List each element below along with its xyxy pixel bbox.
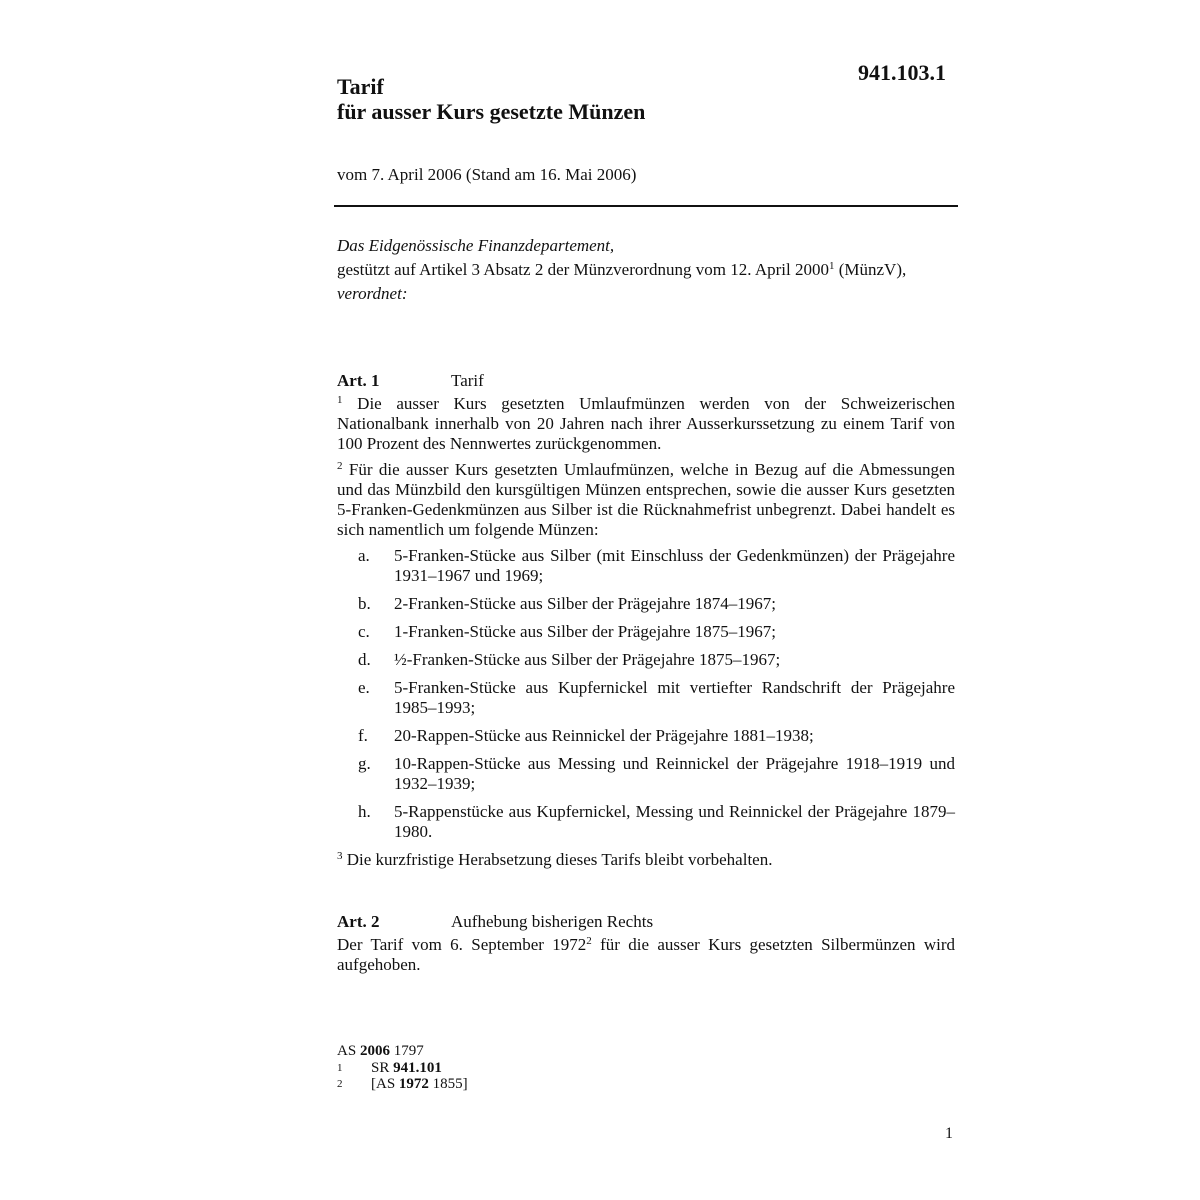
article-2 bbox=[337, 912, 955, 981]
list-item-label: b. bbox=[358, 594, 371, 613]
paragraph-number: 2 bbox=[337, 460, 343, 472]
date-line: vom 7. April 2006 (Stand am 16. Mai 2006) bbox=[337, 165, 637, 184]
footnote-text bbox=[371, 1076, 468, 1092]
paragraph-text: Die kurzfristige Herabsetzung dieses Tarifs bleibt vorbehalten. bbox=[342, 850, 773, 869]
footnote-suffix: 1855] bbox=[428, 1076, 468, 1092]
list-item-text: 5-Franken-Stücke aus Kupfernickel mit vertiefter Randschrift der Prägejahre 1985–1993; bbox=[394, 678, 955, 717]
list-item-text: ½-Franken-Stücke aus Silber der Prägejahre 1875–1967; bbox=[394, 650, 781, 669]
page-number: 1 bbox=[945, 1125, 953, 1142]
list-item-label: a. bbox=[358, 546, 370, 565]
list-item-label: h. bbox=[358, 802, 371, 821]
as-prefix: AS bbox=[337, 1043, 360, 1059]
article-2-number: Art. 2 bbox=[337, 912, 380, 931]
list-item bbox=[337, 726, 955, 746]
list-item-text: 1-Franken-Stücke aus Silber der Prägejahre 1875–1967; bbox=[394, 622, 776, 641]
footnote-prefix: [AS bbox=[371, 1076, 399, 1092]
list-item bbox=[337, 678, 955, 718]
list-item bbox=[337, 650, 955, 670]
article-1-title: Tarif bbox=[451, 371, 484, 390]
list-item-label: c. bbox=[358, 622, 370, 641]
list-item bbox=[337, 594, 955, 614]
header-divider bbox=[334, 205, 958, 207]
list-item bbox=[337, 802, 955, 842]
list-item-label: g. bbox=[358, 754, 371, 773]
list-item-label: e. bbox=[358, 678, 370, 697]
footnotes bbox=[337, 1060, 468, 1092]
preamble-basis bbox=[337, 258, 957, 282]
footnote-prefix: SR bbox=[371, 1060, 394, 1076]
preamble-basis-text: gestützt auf Artikel 3 Absatz 2 der Münzverordnung vom 12. April 2000 bbox=[337, 260, 829, 279]
preamble-basis-suffix: (MünzV), bbox=[834, 260, 907, 279]
list-item-text: 5-Rappenstücke aus Kupfernickel, Messing und Reinnickel der Prägejahre 1879–1980. bbox=[394, 802, 955, 841]
article-2-text: Der Tarif vom 6. September 1972 bbox=[337, 935, 587, 954]
article-2-paragraph bbox=[337, 935, 955, 975]
list-item-text: 2-Franken-Stücke aus Silber der Prägejahre 1874–1967; bbox=[394, 594, 776, 613]
document-title bbox=[337, 74, 645, 124]
footnote-text bbox=[371, 1060, 442, 1076]
article-1 bbox=[337, 371, 955, 876]
list-item bbox=[337, 546, 955, 586]
article-2-title: Aufhebung bisherigen Rechts bbox=[451, 912, 654, 931]
list-item bbox=[337, 622, 955, 642]
preamble-authority: Das Eidgenössische Finanzdepartement, bbox=[337, 236, 615, 255]
footnote-bold: 1972 bbox=[398, 1076, 429, 1092]
footer bbox=[337, 1043, 468, 1092]
list-item-text: 10-Rappen-Stücke aus Messing und Reinnickel der Prägejahre 1918–1919 und 1932–1939; bbox=[394, 754, 955, 793]
list-item-label: d. bbox=[358, 650, 371, 669]
footnote bbox=[337, 1060, 468, 1076]
footnote-ref-1[interactable]: 1 bbox=[828, 260, 835, 272]
footnote bbox=[337, 1076, 468, 1092]
article-1-number: Art. 1 bbox=[337, 371, 380, 390]
article-2-heading bbox=[337, 912, 955, 932]
footnote-bold: 941.101 bbox=[393, 1060, 442, 1076]
article-1-paragraph-3 bbox=[337, 850, 955, 870]
article-2-text-suffix: für die ausser Kurs gesetzten Silbermünzen wird aufgehoben. bbox=[337, 935, 955, 974]
title-line-1: Tarif bbox=[337, 74, 384, 99]
footnote-number: 2 bbox=[337, 1078, 343, 1090]
list-item-label: f. bbox=[358, 726, 368, 745]
list-item-text: 5-Franken-Stücke aus Silber (mit Einschluss der Gedenkmünzen) der Prägejahre 1931–1967 und 1969; bbox=[394, 546, 955, 585]
paragraph-text: Die ausser Kurs gesetzten Umlaufmünzen werden von der Schweizerischen Nationalbank innerhalb von 20 Jahren nach ihrer Ausserkurssetzung zu einem Tarif von 100 Prozent des Nennwertes zurückgenommen. bbox=[337, 394, 955, 453]
preamble-decree: verordnet: bbox=[337, 284, 408, 303]
sr-number: 941.103.1 bbox=[858, 60, 946, 85]
paragraph-number: 3 bbox=[337, 850, 343, 862]
as-year: 2006 bbox=[359, 1043, 390, 1059]
as-page: 1797 bbox=[389, 1043, 424, 1059]
official-compilation-ref bbox=[337, 1043, 468, 1060]
footnote-number: 1 bbox=[337, 1062, 343, 1074]
list-item bbox=[337, 754, 955, 794]
article-1-paragraph-2 bbox=[337, 460, 955, 540]
preamble bbox=[337, 234, 957, 306]
paragraph-number: 1 bbox=[337, 394, 343, 406]
article-1-heading bbox=[337, 371, 955, 391]
title-line-2: für ausser Kurs gesetzte Münzen bbox=[337, 99, 646, 124]
footnote-ref-2[interactable]: 2 bbox=[586, 935, 592, 947]
coin-list bbox=[337, 546, 955, 842]
paragraph-text: Für die ausser Kurs gesetzten Umlaufmünzen, welche in Bezug auf die Abmessungen und das Münzbild den kursgültigen Münzen entsprechen, sowie die ausser Kurs gesetzten 5-Franken-Gedenkmünzen aus Silber ist die Rücknahmefrist unbegrenzt. Dabei handelt es sich namentlich um folgende Münzen: bbox=[337, 460, 955, 539]
list-item-text: 20-Rappen-Stücke aus Reinnickel der Prägejahre 1881–1938; bbox=[394, 726, 814, 745]
article-1-paragraph-1 bbox=[337, 394, 955, 454]
